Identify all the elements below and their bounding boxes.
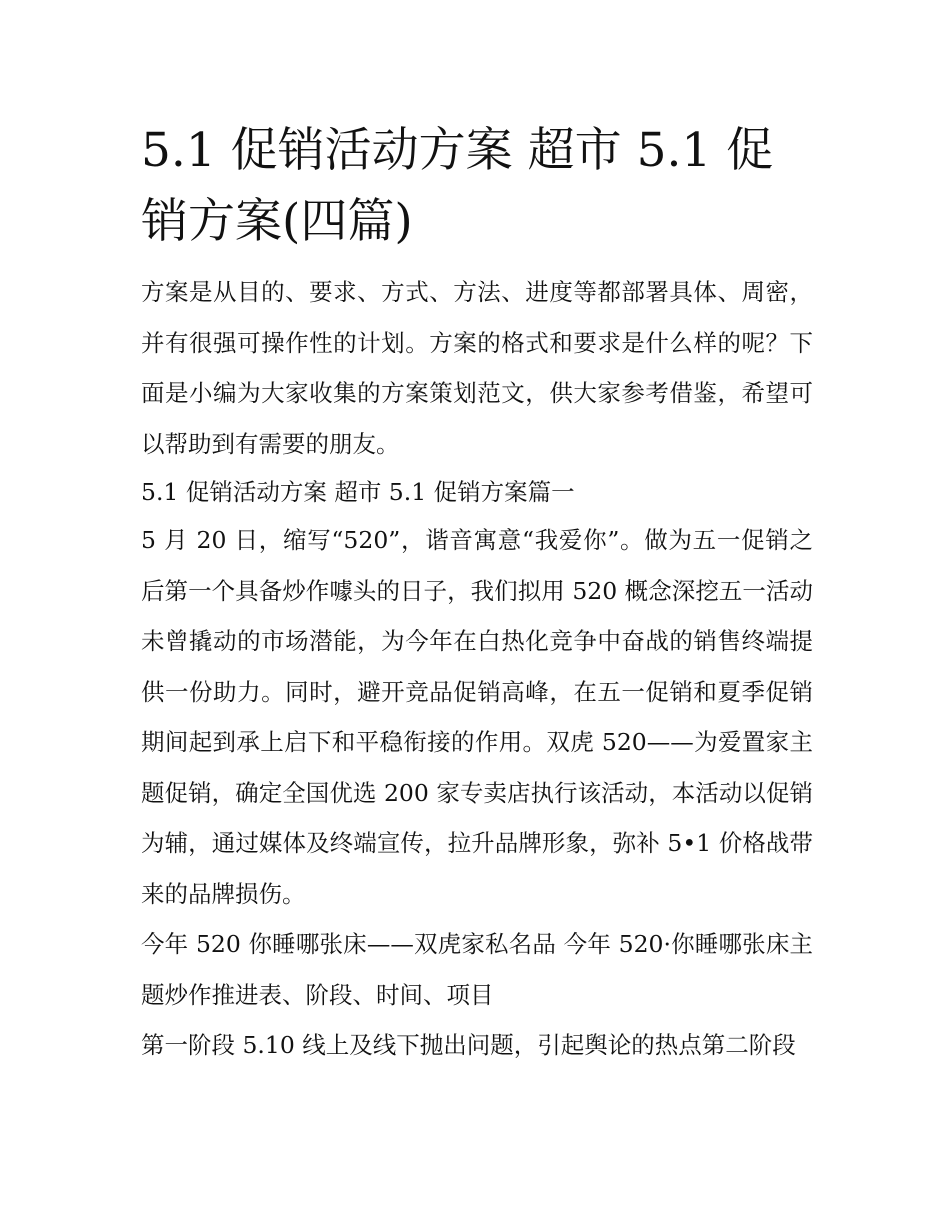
body-paragraph: 今年 520 你睡哪张床——双虎家私名品 今年 520·你睡哪张床主题炒作推进表、阶段、时间、项目	[141, 930, 813, 1009]
intro-paragraph: 方案是从目的、要求、方式、方法、进度等都部署具体、周密，并有很强可操作性的计划。方案的格式和要求是什么样的呢？下面是小编为大家收集的方案策划范文，供大家参考借鉴，希望可以帮助到有需要的朋友。	[141, 278, 813, 458]
body-paragraph: 5 月 20 日，缩写“520”，谐音寓意“我爱你”。做为五一促销之后第一个具备炒作噱头的日子，我们拟用 520 概念深挖五一活动未曾撬动的市场潜能，为今年在白热化竞争中奋战的销售终端提供一份助力。同时，避开竞品促销高峰，在五一促销和夏季促销期间起到承上启下和平稳衔接的作用。双虎 520——为爱置家主题促销，确定全国优选 200 家专卖店执行该活动，本活动以促销为辅，通过媒体及终端宣传，拉升品牌形象，弥补 5•1 价格战带来的品牌损伤。	[141, 526, 813, 908]
body-paragraph: 第一阶段 5.10 线上及线下抛出问题，引起舆论的热点第二阶段	[141, 1031, 796, 1059]
document-page	[141, 115, 813, 1071]
title-block	[141, 115, 813, 257]
section-heading: 5.1 促销活动方案 超市 5.1 促销方案篇一	[141, 478, 575, 506]
document-title: 5.1 促销活动方案 超市 5.1 促销方案(四篇)	[141, 123, 774, 249]
